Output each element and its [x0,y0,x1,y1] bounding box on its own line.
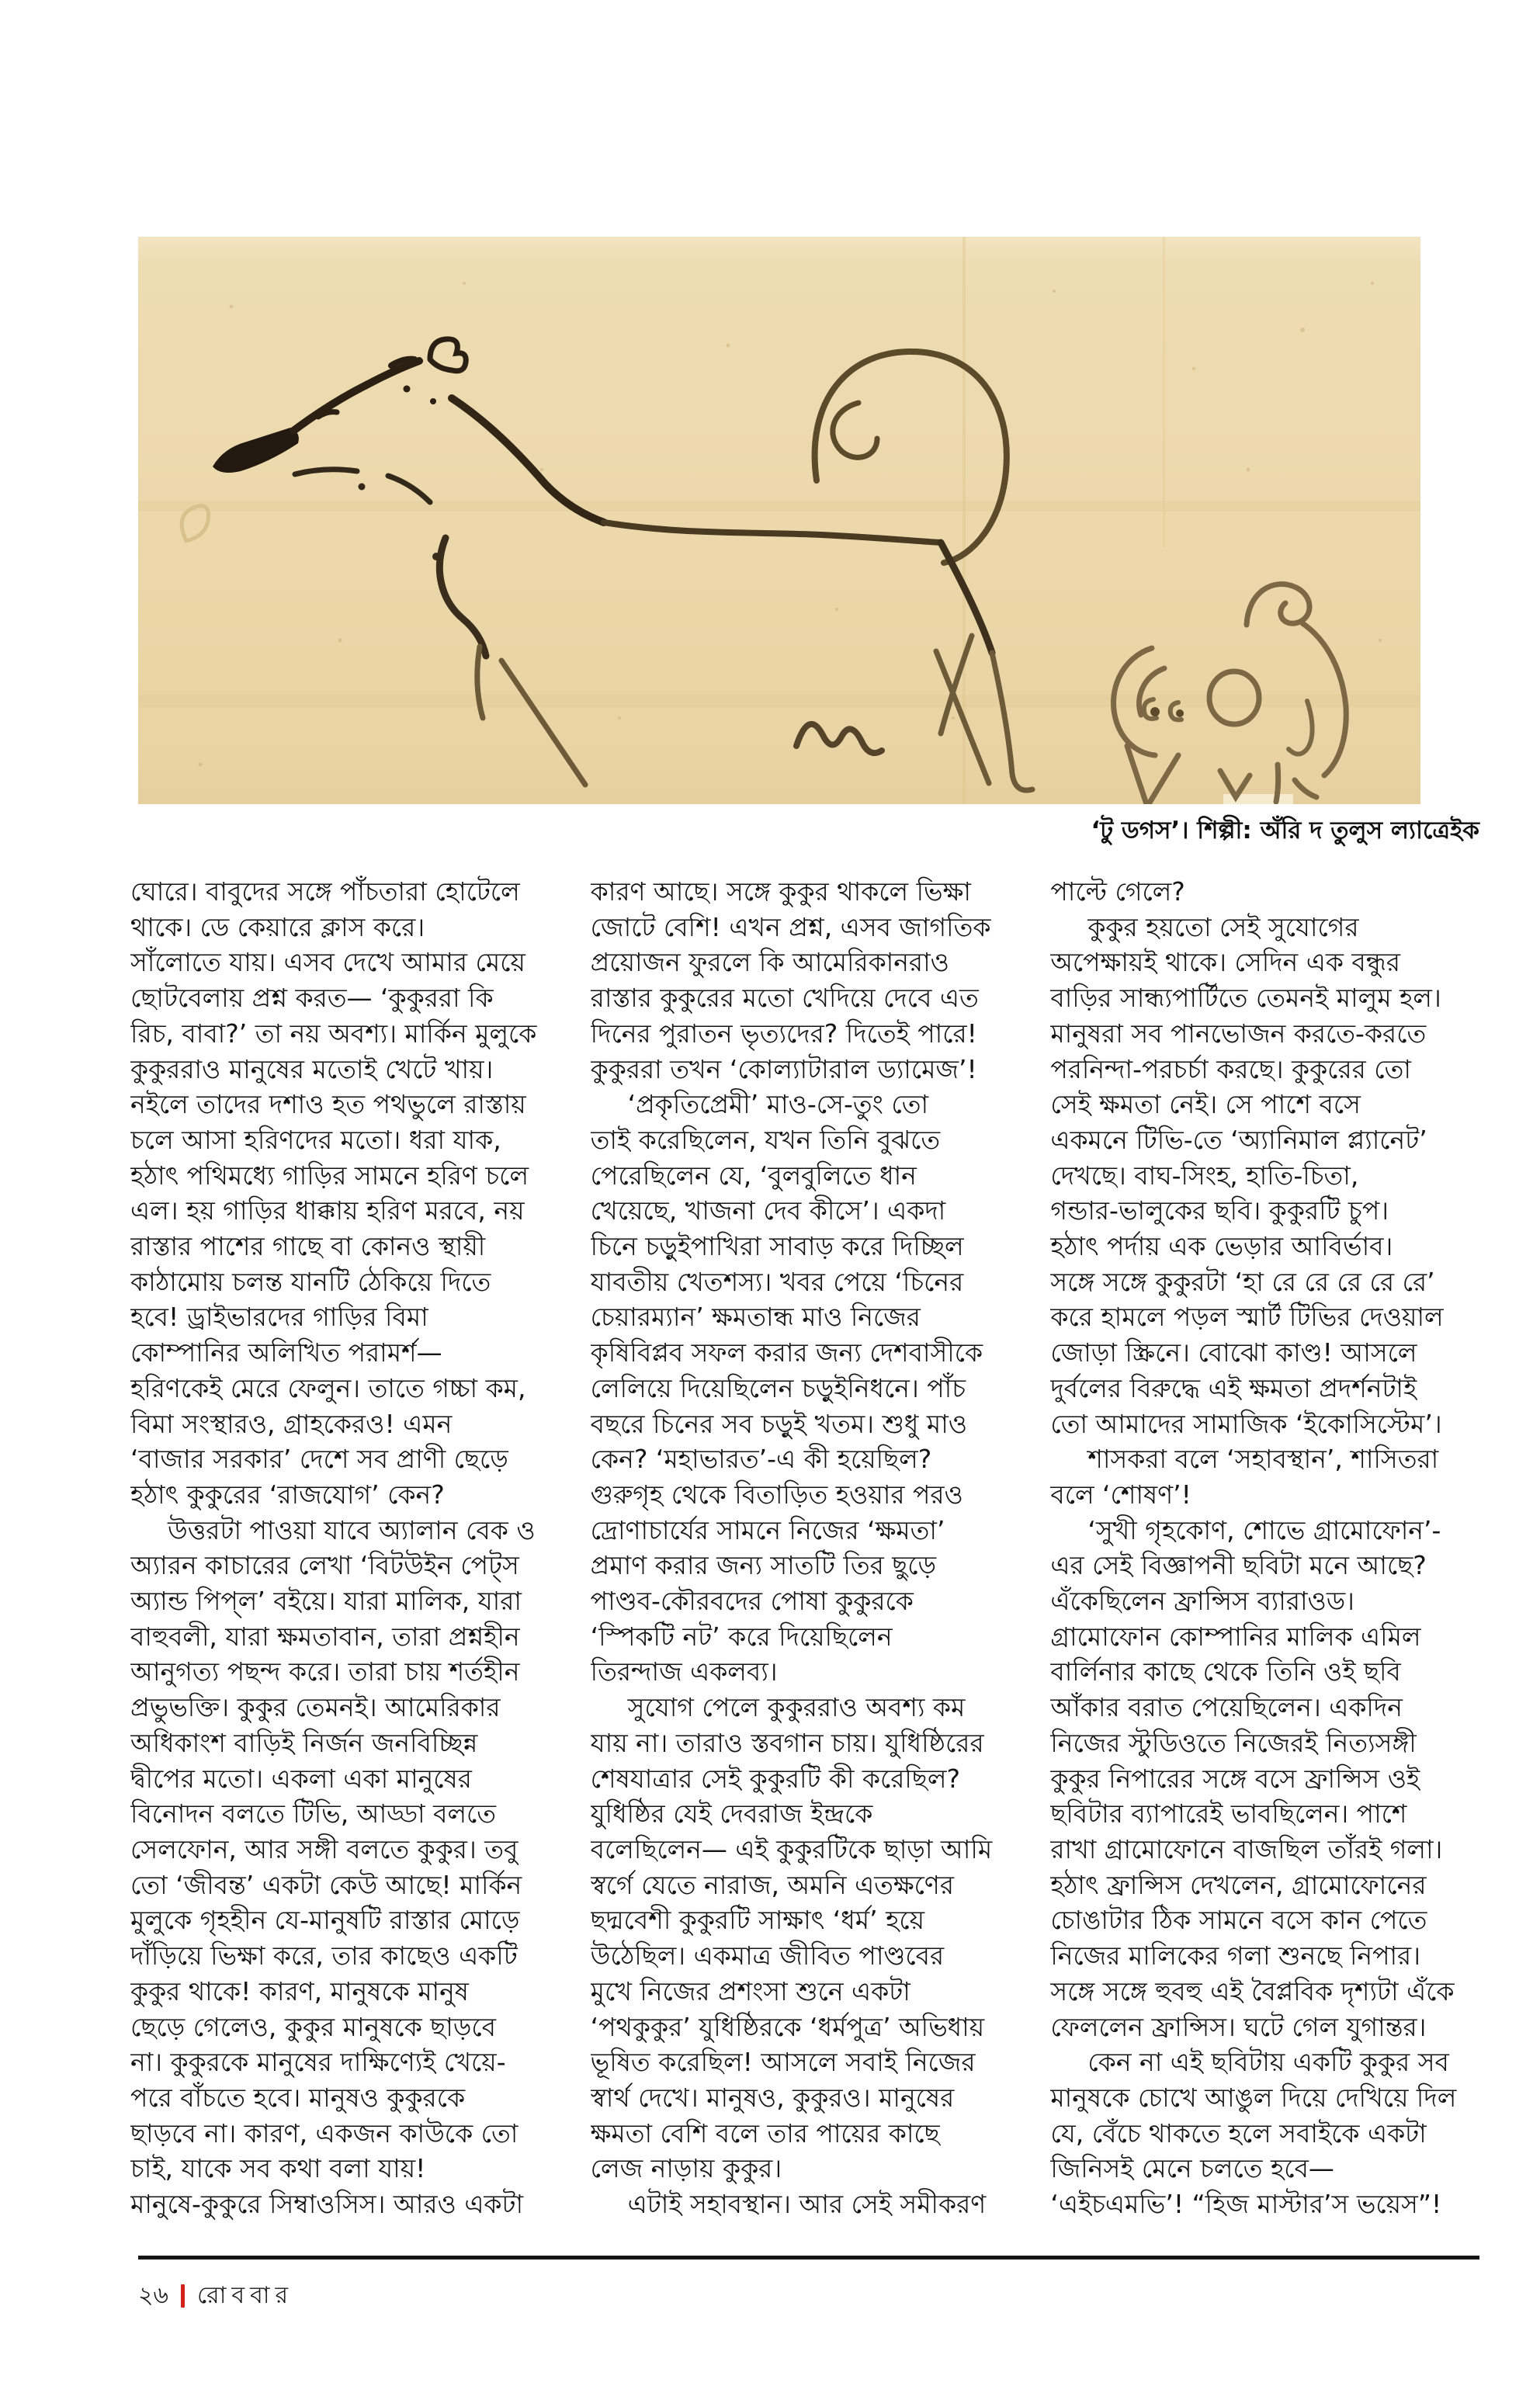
text-line: পরনিন্দা-পরচর্চা করছে। কুকুরের তো [1050,1053,1411,1084]
text-line: ‘স্পিকটি নট’ করে দিয়েছিলেন [590,1621,893,1652]
text-line: গ্রামোফোন কোম্পানির মালিক এমিল [1050,1621,1421,1652]
text-line: দেখছে। বাঘ-সিংহ, হাতি-চিতা, [1050,1160,1359,1191]
article-column-3 [1050,874,1481,2222]
text-line: কুকুর নিপারের সঙ্গে বসে ফ্রান্সিস ওই [1050,1763,1420,1794]
text-line: মানুষে-কুকুরে সিম্বাওসিস। আরও একটা [130,2189,524,2220]
text-line: চিনে চড়ুইপাখিরা সাবাড় করে দিচ্ছিল [590,1231,964,1262]
text-line: অ্যারন কাচারের লেখা ‘বিটউইন পেট্‌স [130,1550,519,1581]
text-line: ক্ষমতা বেশি বলে তার পায়ের কাছে [590,2117,940,2148]
text-line: লেলিয়ে দিয়েছিলেন চড়ুইনিধনে। পাঁচ [590,1372,966,1403]
text-line: গন্ডার-ভালুকের ছবি। কুকুরটি চুপ। [1050,1195,1389,1226]
text-line: হঠাৎ কুকুরের ‘রাজযোগ’ কেন? [130,1479,445,1510]
text-line: অ্যান্ড পিপ্‌ল’ বইয়ে। যারা মালিক, যারা [130,1586,522,1617]
text-line: এল। হয় গাড়ির ধাক্কায় হরিণ মরবে, নয় [130,1195,525,1226]
text-line: সাঁলোতে যায়। এসব দেখে আমার মেয়ে [130,947,525,978]
text-line: কারণ আছে। সঙ্গে কুকুর থাকলে ভিক্ষা [590,876,971,907]
text-line: দাঁড়িয়ে ভিক্ষা করে, তার কাছেও একটি [130,1940,518,1972]
text-line: জিনিসই মেনে চলতে হবে— [1050,2153,1334,2184]
text-line: দ্রোণাচার্যের সামনে নিজের ‘ক্ষমতা’ [590,1514,945,1545]
text-line: গুরুগৃহ থেকে বিতাড়িত হওয়ার পরও [590,1479,963,1510]
text-line: দুর্বলের বিরুদ্ধে এই ক্ষমতা প্রদর্শনটাই [1050,1372,1417,1403]
text-line: রাখা গ্রামোফোনে বাজছিল তাঁরই গলা। [1050,1833,1443,1864]
text-line: কুকুররা তখন ‘কোল্যাটারাল ড্যামেজ’! [590,1053,977,1084]
text-line: শেষযাত্রার সেই কুকুরটি কী করেছিল? [590,1763,960,1794]
text-line: থাকে। ডে কেয়ারে ক্লাস করে। [130,911,425,942]
text-line: আনুগত্য পছন্দ করে। তারা চায় শর্তহীন [130,1656,520,1687]
text-line: জোটে বেশি! এখন প্রশ্ন, এসব জাগতিক [590,911,991,942]
text-line: যায় না। তারাও স্তবগান চায়। যুধিষ্ঠিরের [590,1727,984,1758]
text-line: ছোটবেলায় প্রশ্ন করত— ‘কুকুররা কি [130,983,494,1014]
text-line: যে, বেঁচে থাকতে হলে সবাইকে একটা [1050,2117,1427,2148]
text-line: রাস্তার কুকুরের মতো খেদিয়ে দেবে এত [590,983,979,1014]
magazine-name: রোববার [197,2281,293,2309]
text-line: অপেক্ষায়ই থাকে। সেদিন এক বন্ধুর [1050,947,1401,978]
text-line: মুখে নিজের প্রশংসা শুনে একটা [590,1975,910,2006]
text-line: সেই ক্ষমতা নেই। সে পাশে বসে [1050,1089,1361,1120]
footer-separator-bar [181,2284,185,2308]
text-line: তো আমাদের সামাজিক ‘ইকোসিস্টেম’। [1050,1408,1442,1439]
text-line: ছাড়বে না। কারণ, একজন কাউকে তো [130,2117,519,2148]
text-line: মানুষরা সব পানভোজন করতে-করতে [1050,1018,1427,1049]
text-line: আঁকার বরাত পেয়েছিলেন। একদিন [1050,1692,1403,1723]
text-line: কোম্পানির অলিখিত পরামর্শ— [130,1337,442,1368]
text-line: চোঙাটার ঠিক সামনে বসে কান পেতে [1050,1905,1427,1936]
text-line: কুকুর হয়তো সেই সুযোগের [1087,911,1359,942]
text-line: বাহুবলী, যারা ক্ষমতাবান, তারা প্রশ্নহীন [130,1621,520,1652]
text-line: পাণ্ডব-কৌরবদের পোষা কুকুরকে [590,1586,914,1617]
text-line: শাসকরা বলে ‘সহাবস্থান’, শাসিতরা [1087,1444,1439,1475]
artwork-caption: ‘টু ডগস’। শিল্পী: অঁরি দ তুলুস ল্যাত্রেইক [1091,817,1479,844]
text-line: এঁকেছিলেন ফ্রান্সিস ব্যারাওড। [1050,1586,1354,1617]
text-line: সঙ্গে সঙ্গে হুবহু এই বৈপ্লবিক দৃশ্যটা এঁকে [1050,1975,1455,2006]
text-line: ‘সুখী গৃহকোণ, শোভে গ্রামোফোন’- [1087,1514,1441,1545]
text-line: হঠাৎ পর্দায় এক ভেড়ার আবির্ভাব। [1050,1231,1393,1262]
text-line: হঠাৎ পথিমধ্যে গাড়ির সামনে হরিণ চলে [130,1160,529,1191]
text-line: জোড়া স্ক্রিনে। বোঝো কাণ্ড! আসলে [1050,1337,1417,1368]
text-line: দিনের পুরাতন ভৃত্যদের? দিতেই পারে! [590,1018,977,1049]
text-line: হবে! ড্রাইভারদের গাড়ির বিমা [130,1302,428,1333]
text-line: বলেছিলেন— এই কুকুরটিকে ছাড়া আমি [590,1833,993,1864]
text-line: রিচ, বাবা?’ তা নয় অবশ্য। মার্কিন মুলুকে [130,1018,537,1049]
text-line: কুকুররাও মানুষের মতোই খেটে খায়। [130,1053,494,1084]
sketch-paper [138,237,1420,804]
text-line: কেন না এই ছবিটায় একটি কুকুর সব [1087,2047,1449,2078]
text-line: ছেড়ে গেলেও, কুকুর মানুষকে ছাড়বে [130,2011,497,2042]
footer [138,2279,293,2313]
text-line: কৃষিবিপ্লব সফল করার জন্য দেশবাসীকে [590,1337,983,1368]
text-line: ‘প্রকৃতিপ্রেমী’ মাও-সে-তুং তো [627,1089,929,1120]
text-line: তিরন্দাজ একলব্য। [590,1656,778,1687]
text-line: প্রয়োজন ফুরলে কি আমেরিকানরাও [590,947,949,978]
text-line: হঠাৎ ফ্রান্সিস দেখলেন, গ্রামোফোনের [1050,1869,1427,1900]
article-columns [130,874,1481,2222]
text-line: যুধিষ্ঠির যেই দেবরাজ ইন্দ্রকে [590,1798,873,1829]
text-line: চাই, যাকে সব কথা বলা যায়! [130,2153,426,2184]
text-line: বার্লিনার কাছে থেকে তিনি ওই ছবি [1050,1656,1401,1687]
text-line: মানুষকে চোখে আঙুল দিয়ে দেখিয়ে দিল [1050,2082,1457,2113]
text-line: চলে আসা হরিণদের মতো। ধরা যাক, [130,1124,501,1155]
text-line: বাড়ির সান্ধ্যপার্টিতে তেমনই মালুম হল। [1050,983,1441,1014]
text-line: লেজ নাড়ায় কুকুর। [590,2153,782,2184]
text-line: যাবতীয় খেতশস্য। খবর পেয়ে ‘চিনের [590,1266,964,1297]
text-line: স্বার্থ দেখে। মানুষও, কুকুরও। মানুষের [590,2082,955,2113]
article-column-1 [130,874,561,2222]
text-line: না। কুকুরকে মানুষের দাক্ষিণ্যেই খেয়ে- [130,2047,506,2078]
text-line: একমনে টিভি-তে ‘অ্যানিমাল প্ল্যানেট’ [1050,1124,1427,1155]
text-line: কেন? ‘মহাভারত’-এ কী হয়েছিল? [590,1444,932,1475]
text-line: ‘এইচএমভি’! “হিজ মাস্টার’স ভয়েস”! [1050,2189,1442,2220]
text-line: খেয়েছে, খাজনা দেব কীসে’। একদা [590,1195,946,1226]
text-line: অধিকাংশ বাড়িই নির্জন জনবিচ্ছিন্ন [130,1727,478,1758]
text-line: নইলে তাদের দশাও হত পথভুলে রাস্তায় [130,1089,526,1120]
text-line: চেয়ারম্যান’ ক্ষমতান্ধ মাও নিজের [590,1302,921,1333]
text-line: এটাই সহাবস্থান। আর সেই সমীকরণ [627,2189,987,2220]
text-line: বছরে চিনের সব চড়ুই খতম। শুধু মাও [590,1408,968,1439]
text-line: প্রভুভক্তি। কুকুর তেমনই। আমেরিকার [130,1692,501,1723]
two-dogs-illustration [138,237,1420,804]
text-line: তাই করেছিলেন, যখন তিনি বুঝতে [590,1124,941,1155]
text-line: কাঠামোয় চলন্ত যানটি ঠেকিয়ে দিতে [130,1266,491,1297]
two-dogs-sketch-svg [138,237,1420,804]
text-line: রাস্তার পাশের গাছে বা কোনও স্থায়ী [130,1231,486,1262]
text-line: পাল্টে গেলে? [1050,876,1185,907]
text-line: ঘোরে। বাবুদের সঙ্গে পাঁচতারা হোটেলে [130,876,520,907]
text-line: করে হামলে পড়ল স্মার্ট টিভির দেওয়াল [1050,1302,1444,1333]
text-line: হরিণকেই মেরে ফেলুন। তাতে গচ্চা কম, [130,1372,526,1403]
page-number: ২৬ [138,2281,169,2309]
text-line: বলে ‘শোষণ’! [1050,1479,1191,1510]
footer-rule [138,2256,1479,2259]
text-line: সুযোগ পেলে কুকুররাও অবশ্য কম [627,1692,966,1723]
text-line: ‘পথকুকুর’ যুধিষ্ঠিরকে ‘ধর্মপুত্র’ অভিধায় [590,2011,985,2042]
text-line: ছবিটার ব্যাপারেই ভাবছিলেন। পাশে [1050,1798,1407,1829]
text-line: উঠেছিল। একমাত্র জীবিত পাণ্ডবের [590,1940,945,1972]
text-line: বিনোদন বলতে টিভি, আড্ডা বলতে [130,1798,497,1829]
article-column-2 [591,874,1021,2222]
text-line: ‘বাজার সরকার’ দেশে সব প্রাণী ছেড়ে [130,1444,508,1475]
text-line: এর সেই বিজ্ঞাপনী ছবিটা মনে আছে? [1050,1550,1427,1581]
text-line: ভূষিত করেছিল! আসলে সবাই নিজের [590,2047,976,2078]
text-line: পরে বাঁচতে হবে। মানুষও কুকুরকে [130,2082,466,2113]
text-line: দ্বীপের মতো। একলা একা মানুষের [130,1763,472,1794]
text-line: প্রমাণ করার জন্য সাতটি তির ছুড়ে [590,1550,937,1581]
text-line: সঙ্গে সঙ্গে কুকুরটা ‘হা রে রে রে রে রে’ [1050,1266,1435,1297]
text-line: সেলফোন, আর সঙ্গী বলতে কুকুর। তবু [130,1833,519,1864]
text-line: পেরেছিলেন যে, ‘বুলবুলিতে ধান [590,1160,917,1191]
text-line: উত্তরটা পাওয়া যাবে অ্যালান বেক ও [168,1514,536,1545]
text-line: মুলুকে গৃহহীন যে-মানুষটি রাস্তার মোড়ে [130,1905,520,1936]
text-line: স্বর্গে যেতে নারাজ, অমনি এতক্ষণের [590,1869,955,1900]
text-line: নিজের স্টুডিওতে নিজেরই নিত্যসঙ্গী [1050,1727,1417,1758]
text-line: নিজের মালিকের গলা শুনছে নিপার। [1050,1940,1421,1972]
text-line: ফেললেন ফ্রান্সিস। ঘটে গেল যুগান্তর। [1050,2011,1427,2042]
text-line: বিমা সংস্থারও, গ্রাহকেরও! এমন [130,1408,453,1439]
text-line: কুকুর থাকে! কারণ, মানুষকে মানুষ [130,1975,469,2006]
text-line: তো ‘জীবন্ত’ একটা কেউ আছে! মার্কিন [130,1869,522,1900]
text-line: ছদ্মবেশী কুকুরটি সাক্ষাৎ ‘ধর্ম’ হয়ে [590,1905,925,1936]
